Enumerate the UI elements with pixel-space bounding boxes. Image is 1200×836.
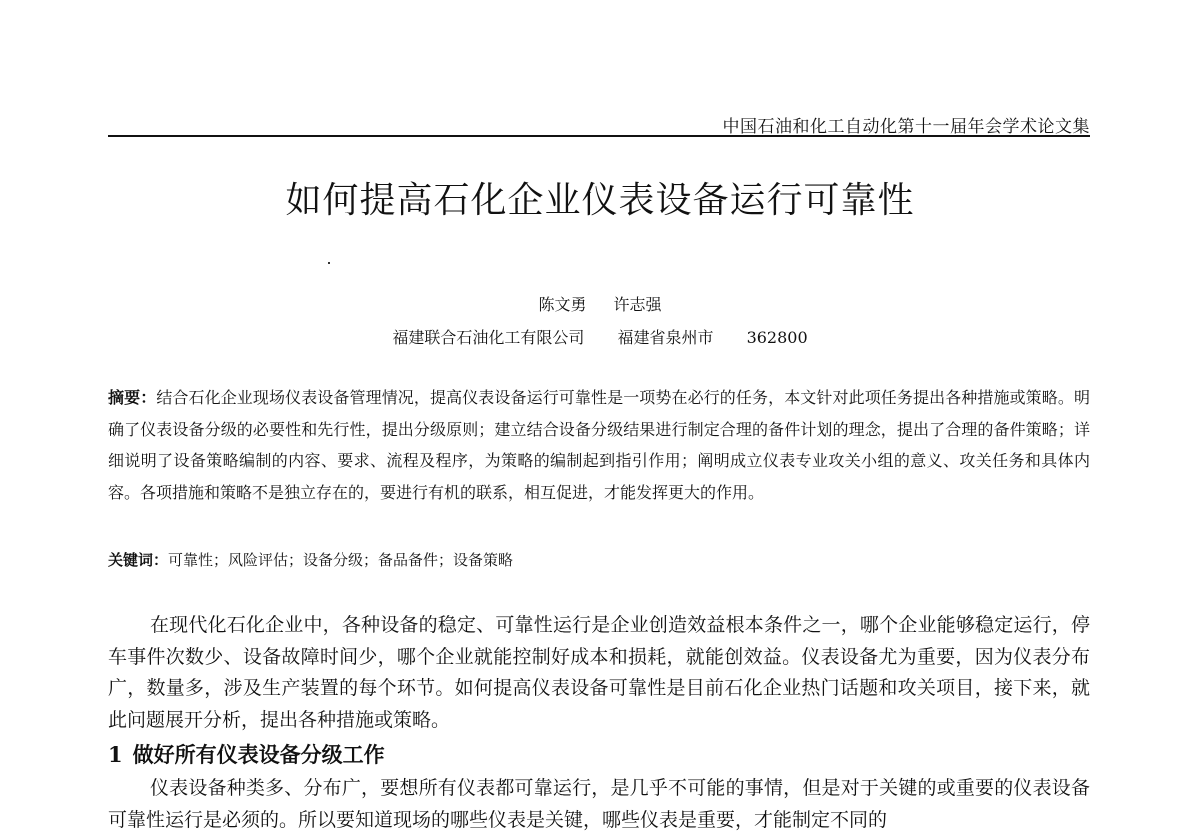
paper-title: 如何提高石化企业仪表设备运行可靠性 (285, 180, 915, 221)
section-heading (108, 740, 1090, 770)
stray-dot (328, 262, 330, 264)
intro-paragraph: 在现代化石化企业中，各种设备的稳定、可靠性运行是企业创造效益根本条件之一，哪个企业能够稳定运行，停车事件次数少、设备故障时间少，哪个企业就能控制好成本和损耗，就能创效益。仪表设备尤为重要，因为仪表分布广，数量多，涉及生产装置的每个环节。如何提高仪表设备可靠性是目前石化企业热门话题和攻关项目，接下来，就此问题展开分析，提出各种措施或策略。 (108, 614, 1090, 731)
section-number: 1 (108, 742, 123, 767)
affiliation (300, 325, 900, 348)
abstract-label: 摘要： (108, 388, 157, 407)
keywords (108, 548, 1090, 572)
affiliation-location: 福建省泉州市 (617, 328, 714, 347)
header-rule (108, 135, 1090, 137)
running-header: 中国石油和化工自动化第十一届年会学术论文集 (722, 117, 1090, 137)
affiliation-postcode: 362800 (746, 328, 808, 347)
affiliation-company: 福建联合石油化工有限公司 (392, 328, 585, 347)
author-list (400, 292, 800, 315)
author-name: 陈文勇 (538, 295, 587, 314)
section-title: 做好所有仪表设备分级工作 (132, 742, 385, 767)
author-name: 许志强 (613, 295, 662, 314)
keywords-label: 关键词： (108, 551, 169, 569)
abstract (108, 382, 1090, 508)
section-paragraph: 仪表设备种类多、分布广，要想所有仪表都可靠运行，是几乎不可能的事情，但是对于关键的或重要的仪表设备可靠性运行是必须的。所以要知道现场的哪些仪表是关键，哪些仪表是重要，才能制定不同的 (108, 777, 1090, 831)
keywords-text: 可靠性；风险评估；设备分级；备品备件；设备策略 (168, 551, 514, 569)
abstract-text: 结合石化企业现场仪表设备管理情况，提高仪表设备运行可靠性是一项势在必行的任务，本文针对此项任务提出各种措施或策略。明确了仪表设备分级的必要性和先行性，提出分级原则；建立结合设备分级结果进行制定合理的备件计划的理念，提出了合理的备件策略；详细说明了设备策略编制的内容、要求、流程及程序，为策略的编制起到指引作用；阐明成立仪表专业攻关小组的意义、攻关任务和具体内容。各项措施和策略不是独立存在的，要进行有机的联系，相互促进，才能发挥更大的作用。 (108, 388, 1090, 502)
